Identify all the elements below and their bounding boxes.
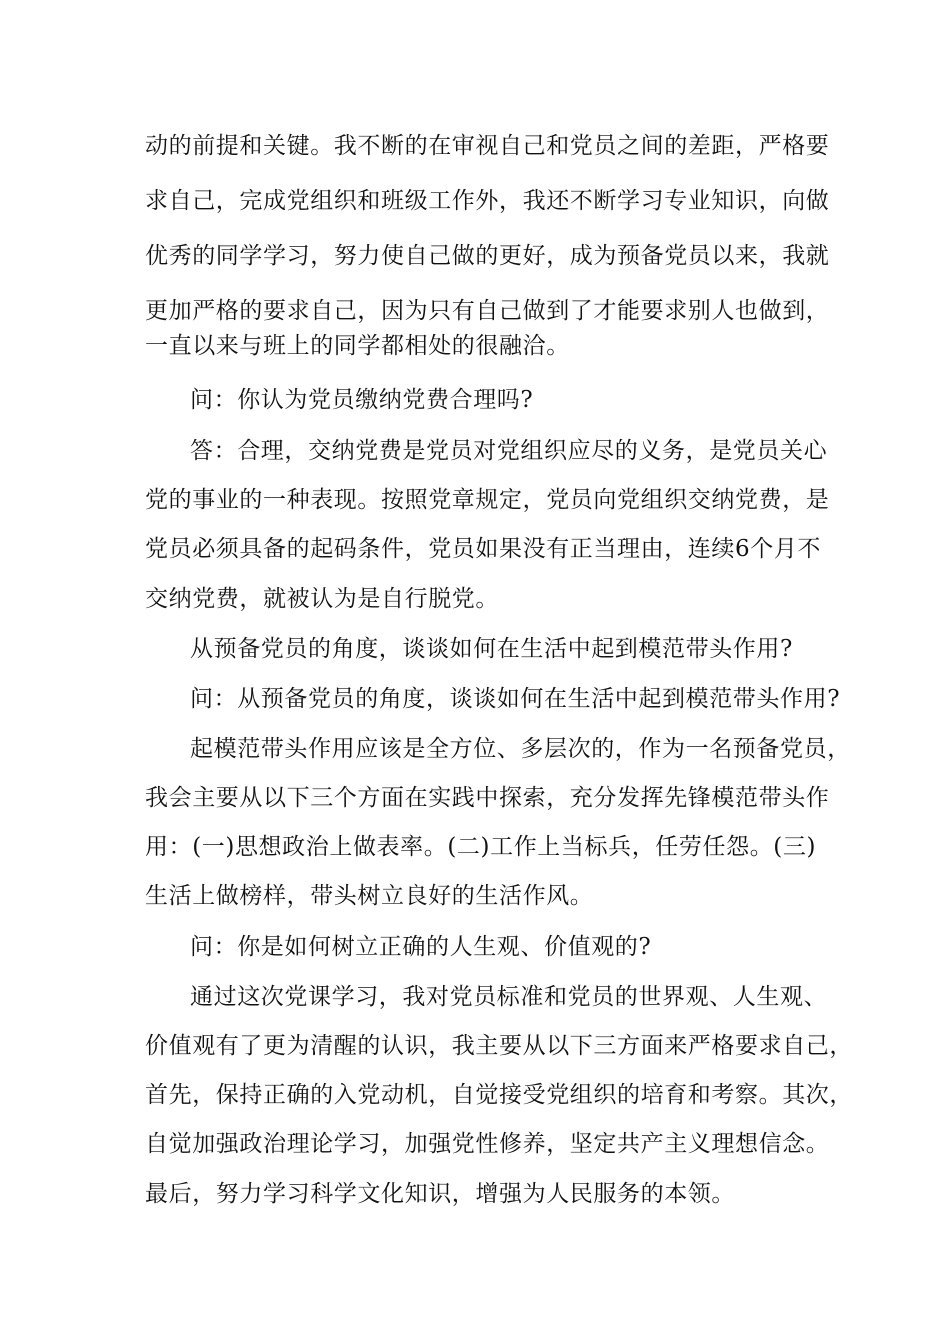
text-line: 更加严格的要求自己，因为只有自己做到了才能要求别人也做到， bbox=[145, 298, 830, 324]
question-line: 问：从预备党员的角度，谈谈如何在生活中起到模范带头作用? bbox=[190, 686, 841, 712]
text-line: 党员必须具备的起码条件，党员如果没有正当理由，连续6个月不 bbox=[145, 536, 822, 562]
text-line: 起模范带头作用应该是全方位、多层次的，作为一名预备党员， bbox=[190, 736, 851, 762]
text-line: 求自己，完成党组织和班级工作外，我还不断学习专业知识，向做 bbox=[145, 188, 830, 214]
question-line: 问：你认为党员缴纳党费合理吗? bbox=[190, 387, 534, 413]
text-line: 首先，保持正确的入党动机，自觉接受党组织的培育和考察。其次， bbox=[145, 1082, 853, 1108]
text-line: 优秀的同学学习，努力使自己做的更好，成为预备党员以来，我就 bbox=[145, 243, 830, 269]
text-line: 我会主要从以下三个方面在实践中探索，充分发挥先锋模范带头作 bbox=[145, 785, 830, 811]
text-line: 通过这次党课学习，我对党员标准和党员的世界观、人生观、 bbox=[190, 984, 828, 1010]
text-line: 一直以来与班上的同学都相处的很融洽。 bbox=[145, 333, 570, 359]
answer-line: 答：合理，交纳党费是党员对党组织应尽的义务，是党员关心 bbox=[190, 438, 828, 464]
text-line: 自觉加强政治理论学习，加强党性修养，坚定共产主义理想信念。 bbox=[145, 1131, 830, 1157]
heading-line: 从预备党员的角度，谈谈如何在生活中起到模范带头作用? bbox=[190, 636, 793, 662]
text-line: 生活上做榜样，带头树立良好的生活作风。 bbox=[145, 883, 594, 909]
question-line: 问：你是如何树立正确的人生观、价值观的? bbox=[190, 934, 652, 960]
text-line: 用：(一)思想政治上做表率。(二)工作上当标兵，任劳任怨。(三) bbox=[145, 834, 817, 860]
text-line: 价值观有了更为清醒的认识，我主要从以下三方面来严格要求自己， bbox=[145, 1033, 853, 1059]
text-line: 动的前提和关键。我不断的在审视自己和党员之间的差距，严格要 bbox=[145, 133, 830, 159]
text-line: 党的事业的一种表现。按照党章规定，党员向党组织交纳党费，是 bbox=[145, 487, 830, 513]
text-line: 交纳党费，就被认为是自行脱党。 bbox=[145, 586, 499, 612]
text-line: 最后，努力学习科学文化知识，增强为人民服务的本领。 bbox=[145, 1181, 735, 1207]
